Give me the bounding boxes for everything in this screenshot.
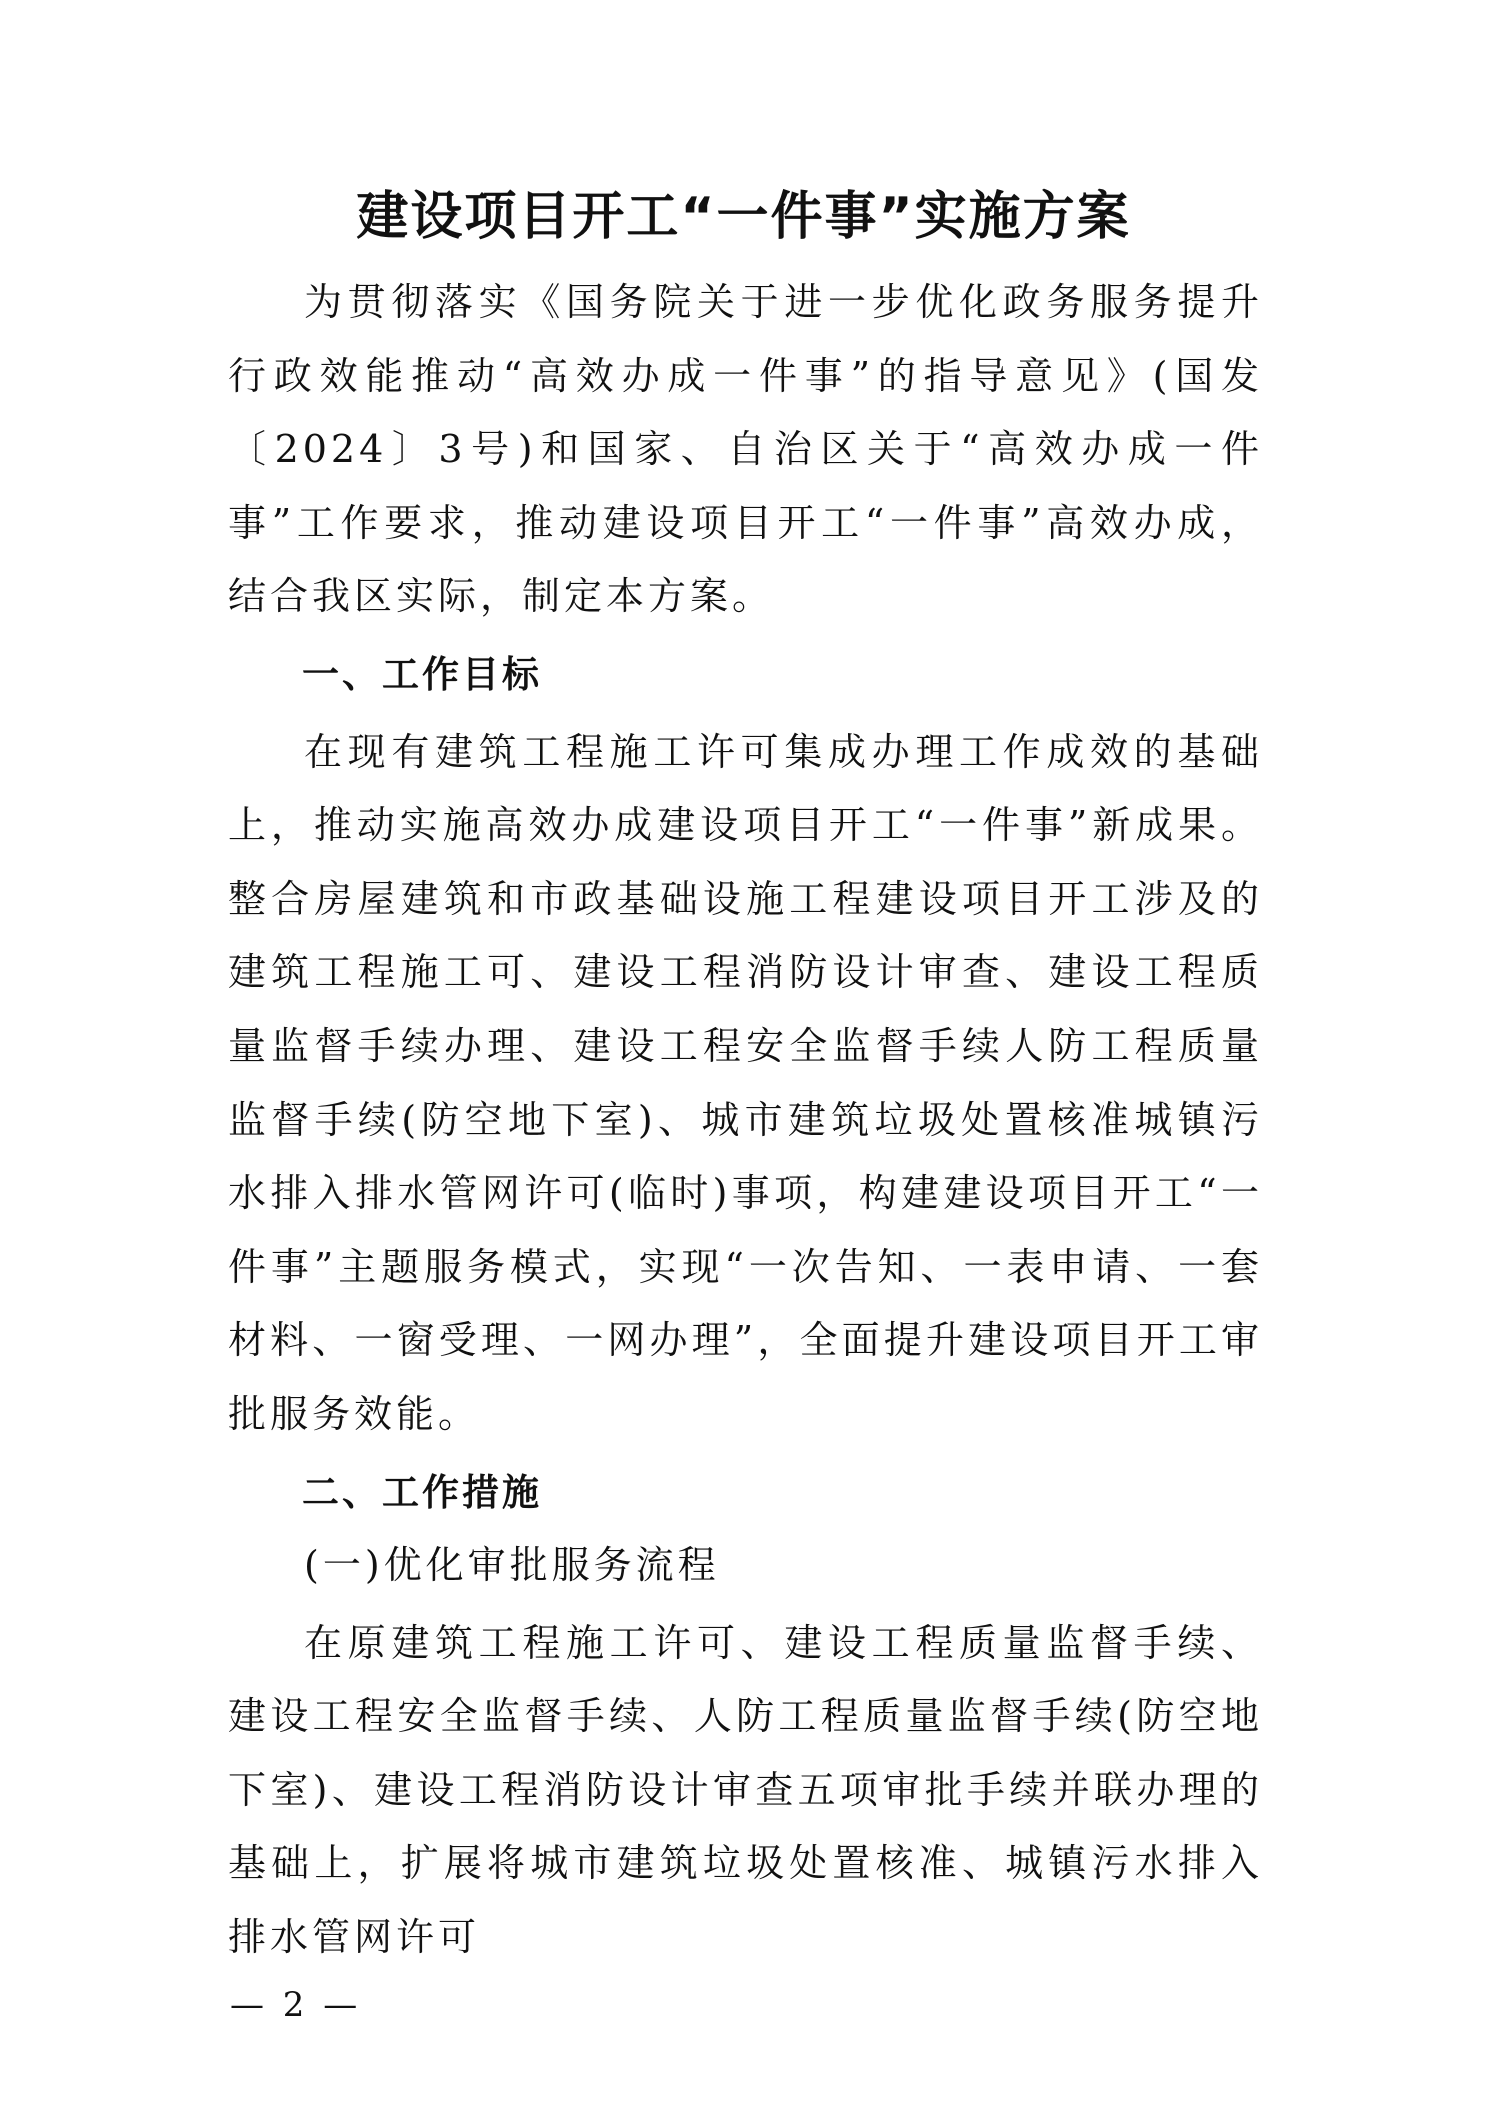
section-2-heading: 二、工作措施 — [302, 1470, 542, 1514]
document-title: 建设项目开工“一件事”实施方案 — [356, 187, 1131, 247]
section-1-heading: 一、工作目标 — [302, 652, 542, 696]
section-1-paragraph: 在现有建筑工程施工许可集成办理工作成效的基础上，推动实施高效办成建设项目开工“一件事”新成果。整合房屋建筑和市政基础设施工程建设项目开工涉及的建筑工程施工可、建设工程消防设计审查、建设工程质量监督手续办理、建设工程安全监督手续人防工程质量监督手续(防空地下室)、城市建筑垃圾处置核准城镇污水排入排水管网许可(临时)事项，构建建设项目开工“一件事”主题服务模式，实现“一次告知、一表申请、一套材料、一窗受理、一网办理”，全面提升建设项目开工审批服务效能。 — [228, 729, 1263, 1436]
section-2-subheading: (一)优化审批服务流程 — [304, 1543, 720, 1588]
section-2-paragraph: 在原建筑工程施工许可、建设工程质量监督手续、建设工程安全监督手续、人防工程质量监督手续(防空地下室)、建设工程消防设计审查五项审批手续并联办理的基础上，扩展将城市建筑垃圾处置核准、城镇污水排入排水管网许可 — [228, 1620, 1263, 1960]
page-number: — 2 — — [230, 1985, 362, 2025]
document-body — [228, 266, 1263, 1975]
intro-paragraph: 为贯彻落实《国务院关于进一步优化政务服务提升行政效能推动“高效办成一件事”的指导意见》(国发〔2024〕3号)和国家、自治区关于“高效办成一件事”工作要求，推动建设项目开工“一件事”高效办成，结合我区实际，制定本方案。 — [228, 280, 1263, 619]
